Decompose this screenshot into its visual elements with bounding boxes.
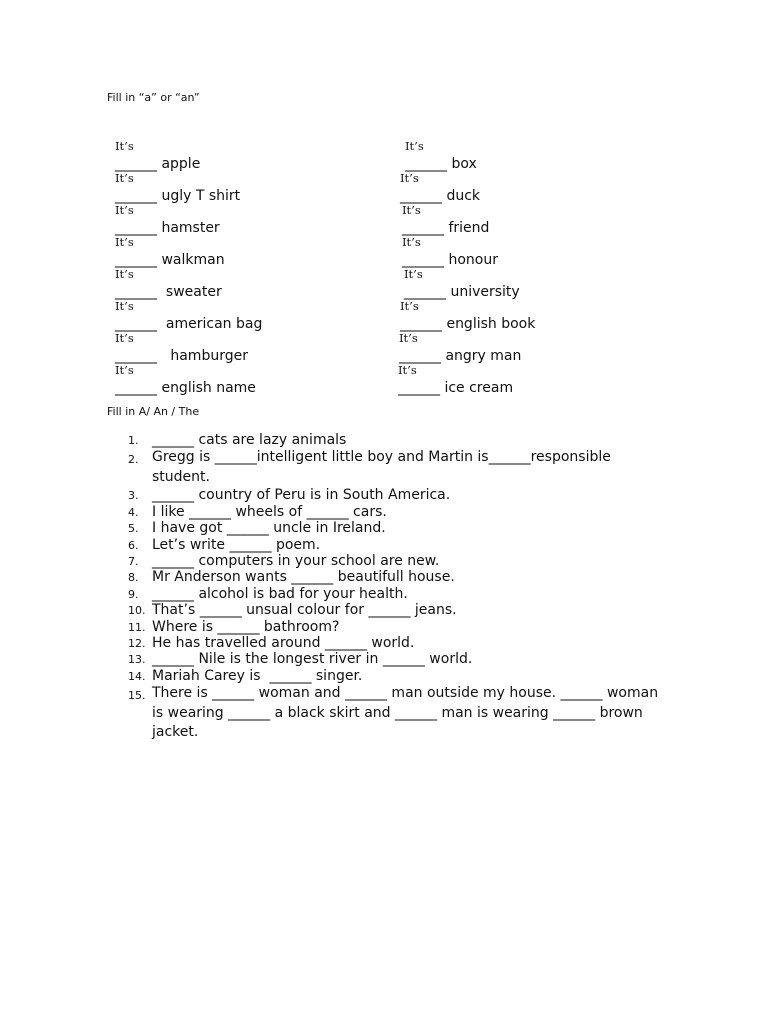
its-prefix: It’s <box>115 235 134 249</box>
item-word: friend <box>444 220 490 236</box>
section2-heading: Fill in A/ An / The <box>107 405 200 418</box>
item-word: ice cream <box>440 380 514 396</box>
item-word: duck <box>442 188 481 204</box>
blank: ______ <box>398 380 440 396</box>
exercise-list <box>0 432 768 743</box>
item-word: hamburger <box>157 348 248 364</box>
item-number: 4. <box>128 505 139 519</box>
item-word: university <box>446 284 520 300</box>
its-prefix: It’s <box>115 331 134 345</box>
its-prefix: It’s <box>405 139 424 153</box>
its-prefix: It’s <box>400 171 419 185</box>
item-text: ______ cats are lazy animals <box>152 432 347 448</box>
item-text: ______ alcohol is bad for your health. <box>152 585 408 602</box>
item-word: walkman <box>157 252 225 268</box>
item-word: american bag <box>157 316 263 332</box>
its-prefix: It’s <box>402 235 421 249</box>
blank: ______ <box>400 188 442 204</box>
item-number: 15. <box>128 689 146 703</box>
list-item <box>0 537 662 553</box>
item-number: 12. <box>128 637 146 651</box>
item-text: ______ Nile is the longest river in ______ world. <box>152 651 473 668</box>
item-word: sweater <box>157 284 222 300</box>
its-prefix: It’s <box>115 267 134 281</box>
item-number: 1. <box>128 434 139 447</box>
item-number: 7. <box>128 555 139 569</box>
its-prefix: It’s <box>400 299 419 313</box>
item-number: 9. <box>128 587 139 601</box>
blank: ______ <box>115 220 157 236</box>
list-item <box>0 651 662 667</box>
blank: ______ <box>115 284 157 300</box>
item-word: english book <box>442 316 536 332</box>
blank: ______ <box>115 252 157 268</box>
blank: ______ <box>115 156 157 172</box>
item-number: 3. <box>128 489 139 503</box>
list-item <box>0 635 662 651</box>
blank: ______ <box>115 316 157 332</box>
list-item <box>0 432 662 448</box>
item-word: apple <box>157 156 201 172</box>
list-item <box>0 487 662 503</box>
item-number: 5. <box>128 522 139 536</box>
item-number: 6. <box>128 538 139 552</box>
list-item <box>0 619 662 635</box>
item-text: ______ country of Peru is in South America. <box>152 487 451 504</box>
blank: ______ <box>115 348 157 364</box>
its-prefix: It’s <box>399 331 418 345</box>
its-prefix: It’s <box>404 267 423 281</box>
item-word: hamster <box>157 220 220 236</box>
item-word: box <box>447 156 477 172</box>
item-word: ugly T shirt <box>157 188 241 204</box>
its-prefix: It’s <box>115 299 134 313</box>
item-text: Mariah Carey is ______ singer. <box>152 667 363 684</box>
item-number: 11. <box>128 620 146 634</box>
blank: ______ <box>402 220 444 236</box>
blank: ______ <box>399 348 441 364</box>
fill-item-left-8 <box>107 343 256 397</box>
item-text: I like ______ wheels of ______ cars. <box>152 503 387 520</box>
blank: ______ <box>115 188 157 204</box>
list-item <box>0 569 662 585</box>
item-text: Gregg is ______intelligent little boy and Martin is______responsible student. <box>152 449 616 485</box>
list-item <box>0 448 662 487</box>
item-number: 2. <box>128 453 139 467</box>
list-item <box>0 553 662 569</box>
blank: ______ <box>400 316 442 332</box>
list-item <box>0 520 662 536</box>
its-prefix: It’s <box>115 139 134 153</box>
item-text: He has travelled around ______ world. <box>152 635 415 652</box>
item-word: english name <box>157 380 256 396</box>
item-text: I have got ______ uncle in Ireland. <box>152 520 386 537</box>
section1-heading: Fill in “a” or “an” <box>107 91 200 104</box>
fill-item-right-8 <box>390 343 513 397</box>
list-item <box>0 602 662 618</box>
item-word: honour <box>444 252 498 268</box>
blank: ______ <box>402 252 444 268</box>
item-number: 8. <box>128 571 139 585</box>
its-prefix: It’s <box>115 203 134 217</box>
item-word: angry man <box>441 348 522 364</box>
item-number: 14. <box>128 669 146 683</box>
item-text: Let’s write ______ poem. <box>152 536 321 553</box>
item-text: ______ computers in your school are new. <box>152 553 440 570</box>
item-number: 10. <box>128 604 146 618</box>
list-item <box>0 504 662 520</box>
list-item <box>0 668 662 684</box>
blank: ______ <box>404 284 446 300</box>
item-text: Mr Anderson wants ______ beautifull house. <box>152 569 455 586</box>
blank: ______ <box>405 156 447 172</box>
item-text: There is ______ woman and ______ man outside my house. ______ woman is wearing ______ a black skirt and ______ man is wearing ______ brown jacket. <box>152 685 663 741</box>
its-prefix: It’s <box>398 363 417 377</box>
list-item <box>0 684 662 743</box>
list-item <box>0 586 662 602</box>
blank: ______ <box>115 380 157 396</box>
item-text: Where is ______ bathroom? <box>152 618 340 635</box>
its-prefix: It’s <box>115 171 134 185</box>
its-prefix: It’s <box>115 363 134 377</box>
item-number: 13. <box>128 653 146 667</box>
its-prefix: It’s <box>402 203 421 217</box>
item-text: That’s ______ unsual colour for ______ jeans. <box>152 602 457 619</box>
